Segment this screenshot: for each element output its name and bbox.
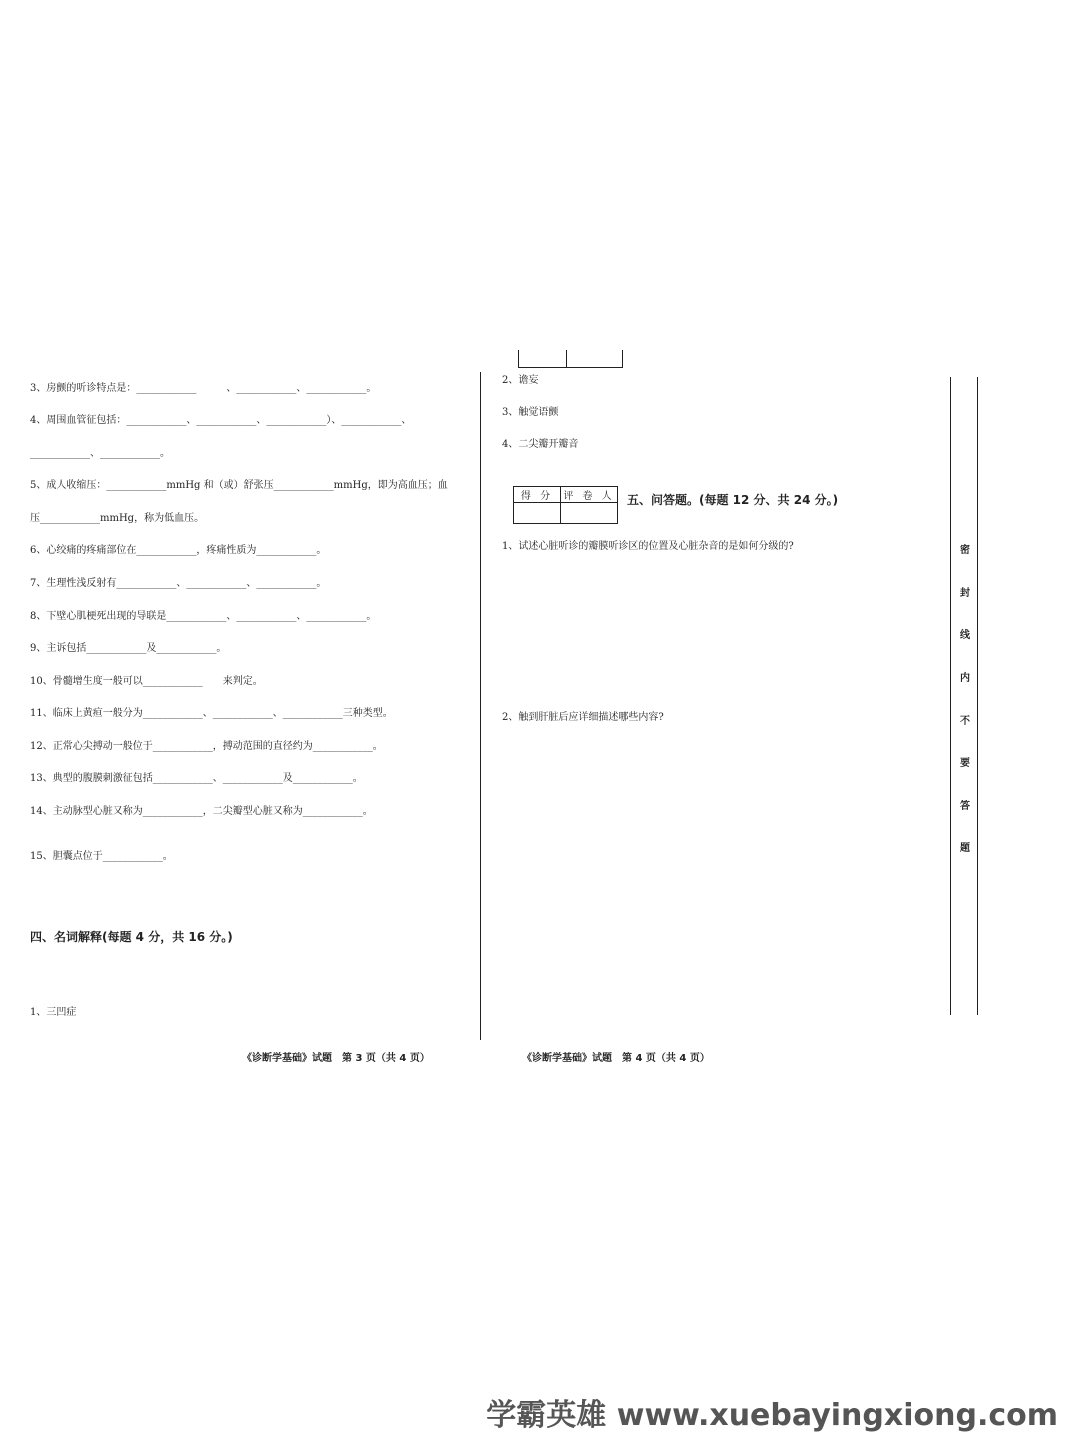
seal-line-right bbox=[977, 377, 978, 1015]
question-5-cont: 压____________mmHg，称为低血压。 bbox=[30, 513, 205, 524]
term-4: 4、二尖瓣开瓣音 bbox=[502, 439, 579, 450]
question-12: 12、正常心尖搏动一般位于____________，搏动范围的直径约为____________。 bbox=[30, 741, 383, 752]
section-5-title: 五、问答题。(每题 12 分、共 24 分。) bbox=[627, 493, 839, 507]
question-4-cont: ____________、____________。 bbox=[30, 448, 170, 459]
grader-cell[interactable] bbox=[561, 503, 618, 524]
question-10: 10、骨髓增生度一般可以____________ 来判定。 bbox=[30, 676, 263, 687]
column-divider bbox=[480, 372, 481, 1040]
footer-page-4: 《诊断学基础》试题 第 4 页（共 4 页） bbox=[522, 1053, 710, 1064]
question-11: 11、临床上黄疸一般分为____________、____________、____________三种类型。 bbox=[30, 708, 393, 719]
table-fragment-bottom bbox=[518, 367, 623, 368]
seal-line-left bbox=[950, 377, 951, 1015]
score-table bbox=[513, 486, 618, 524]
grader-label: 评 卷 人 bbox=[561, 487, 618, 503]
watermark: 学霸英雄 www.xuebayingxiong.com bbox=[486, 1398, 1058, 1433]
seal-char-1: 密 bbox=[960, 545, 970, 556]
seal-char-7: 答 bbox=[960, 801, 970, 812]
table-fragment-mid bbox=[566, 350, 567, 368]
question-15: 15、胆囊点位于____________。 bbox=[30, 851, 173, 862]
question-7: 7、生理性浅反射有____________、____________、____________。 bbox=[30, 578, 327, 589]
question-9: 9、主诉包括____________及____________。 bbox=[30, 643, 227, 654]
question-13: 13、典型的腹膜刺激征包括____________、____________及____________。 bbox=[30, 773, 363, 784]
question-14: 14、主动脉型心脏又称为____________，二尖瓣型心脏又称为____________。 bbox=[30, 806, 373, 817]
seal-char-6: 要 bbox=[960, 758, 970, 769]
footer-page-3: 《诊断学基础》试题 第 3 页（共 4 页） bbox=[242, 1053, 430, 1064]
score-label: 得 分 bbox=[514, 487, 561, 503]
question-8: 8、下壁心肌梗死出现的导联是____________、____________、____________。 bbox=[30, 611, 377, 622]
table-fragment-left bbox=[518, 350, 519, 368]
seal-char-4: 内 bbox=[960, 673, 970, 684]
question-5: 5、成人收缩压：____________mmHg 和（或）舒张压____________mmHg，即为高血压；血 bbox=[30, 480, 448, 491]
term-1: 1、三凹症 bbox=[30, 1007, 77, 1018]
section-4-title: 四、名词解释(每题 4 分，共 16 分。) bbox=[30, 930, 233, 944]
question-4: 4、周围血管征包括：____________、____________、____________）、____________、 bbox=[30, 415, 412, 426]
question-6: 6、心绞痛的疼痛部位在____________，疼痛性质为____________。 bbox=[30, 545, 327, 556]
answer-question-2: 2、触到肝脏后应详细描述哪些内容? bbox=[502, 712, 664, 723]
seal-char-8: 题 bbox=[960, 843, 970, 854]
seal-char-3: 线 bbox=[960, 630, 970, 641]
question-3: 3、房颤的听诊特点是：____________ 、____________、____________。 bbox=[30, 383, 377, 394]
seal-char-2: 封 bbox=[960, 588, 970, 599]
table-fragment-right bbox=[622, 350, 623, 368]
seal-char-5: 不 bbox=[960, 716, 970, 727]
answer-question-1: 1、试述心脏听诊的瓣膜听诊区的位置及心脏杂音的是如何分级的? bbox=[502, 541, 794, 552]
score-cell[interactable] bbox=[514, 503, 561, 524]
term-3: 3、触觉语颤 bbox=[502, 407, 559, 418]
term-2: 2、谵妄 bbox=[502, 375, 539, 386]
